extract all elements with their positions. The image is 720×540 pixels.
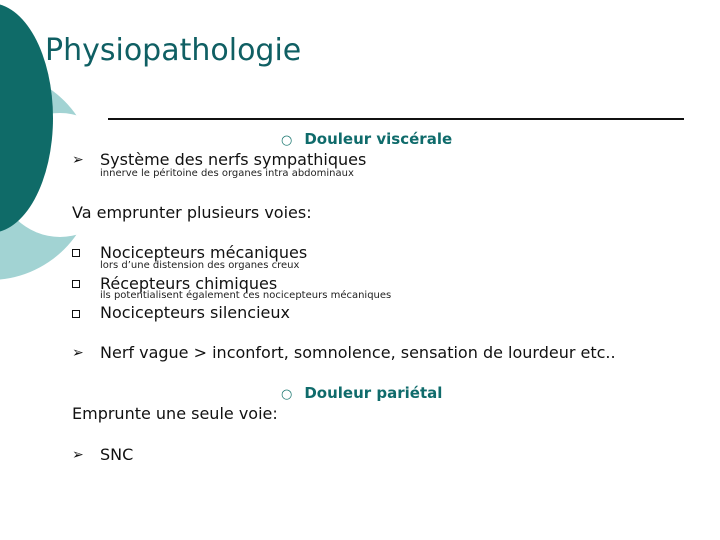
section-intro: Va emprunter plusieurs voies: (72, 203, 312, 222)
circle-bullet-icon: ○ (281, 133, 293, 148)
arrow-bullet-icon: ➢ (72, 152, 84, 168)
square-bullet-icon (72, 249, 80, 257)
list-item-label: Système des nerfs sympathiques (100, 150, 367, 169)
list-item-subtext: ils potentialisent également ces nocicepteurs mécaniques (100, 290, 392, 301)
section-heading-visceral (281, 130, 452, 148)
arrow-bullet-icon: ➢ (72, 345, 84, 361)
section-heading-label: Douleur pariétal (304, 384, 443, 402)
square-bullet-icon (72, 280, 80, 288)
list-item-label: SNC (100, 445, 134, 464)
arrow-bullet-icon: ➢ (72, 447, 84, 463)
circle-bullet-icon: ○ (281, 387, 293, 402)
section-heading-label: Douleur viscérale (304, 130, 453, 148)
page-title: Physiopathologie (45, 33, 302, 68)
list-item-label: Nocicepteurs mécaniques (100, 243, 308, 262)
list-item-label: Récepteurs chimiques (100, 274, 278, 293)
list-item-label: Nerf vague > inconfort, somnolence, sensation de lourdeur etc.. (100, 343, 616, 362)
title-divider (108, 118, 684, 120)
list-item-subtext: lors d’une distension des organes creux (100, 260, 300, 271)
section-intro: Emprunte une seule voie: (72, 404, 278, 423)
list-item-subtext: innerve le péritoine des organes intra abdominaux (100, 168, 354, 179)
square-bullet-icon (72, 310, 80, 318)
section-heading-parietal (281, 384, 442, 402)
list-item-label: Nocicepteurs silencieux (100, 303, 290, 322)
